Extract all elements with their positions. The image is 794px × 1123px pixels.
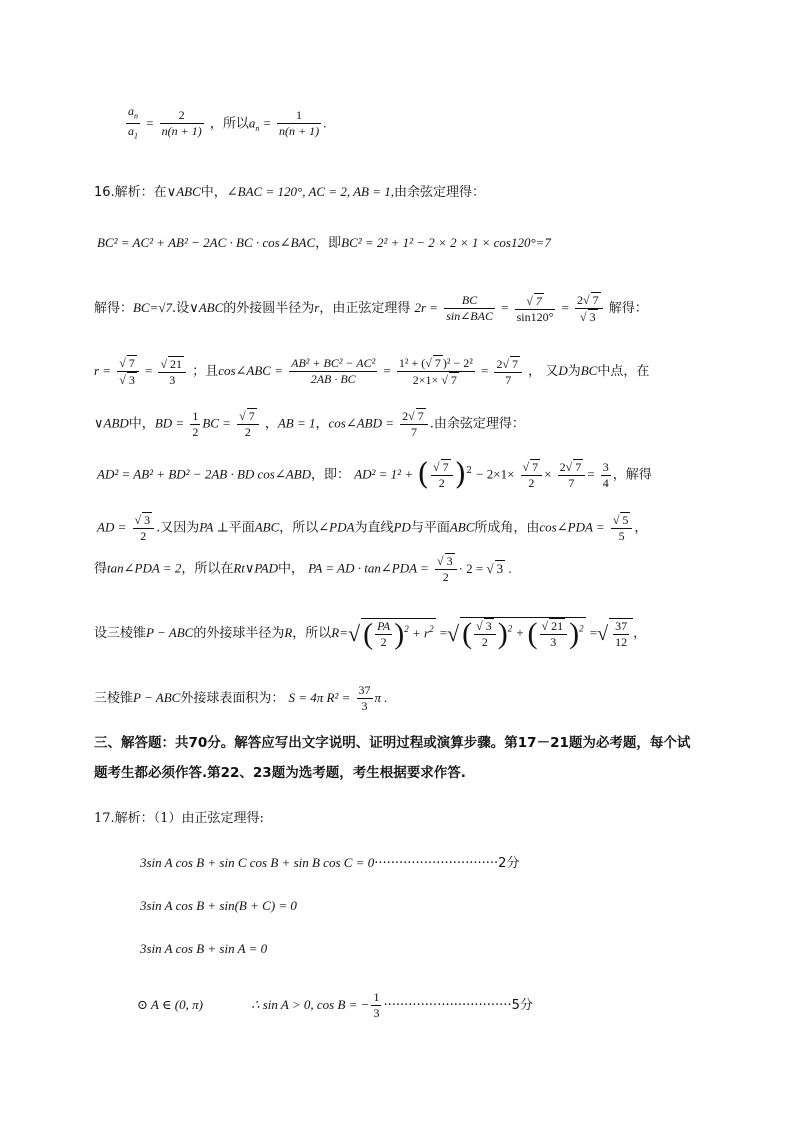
fraction: $\frac{1}{3}$ bbox=[373, 990, 380, 1020]
fraction: √ $\frac{5}{5}$ bbox=[611, 512, 633, 544]
fraction: √ $\frac{7}{2}$ bbox=[521, 459, 543, 491]
fraction: $\frac{2√ 7}{7}$ bbox=[400, 408, 428, 440]
section3-heading-line1: 三、解答题：共70分。解答应写出文字说明、证明过程或演算步骤。第17－21题为必考题，每个试 bbox=[94, 735, 691, 751]
fraction: $\frac{2√ 7}{7}$ bbox=[494, 356, 522, 388]
fraction: √ $\frac{7}{\sin 120^\circ}$ bbox=[515, 293, 556, 325]
fraction: $\frac{3}{4}$ bbox=[602, 459, 609, 490]
q17-eq3: 3sin A cos B + sin A = 0 bbox=[140, 941, 268, 956]
fraction: $\frac{2√ 7}{7}$ bbox=[558, 459, 586, 491]
fraction: $\frac{BC}{\text{sin∠BAC}}$ bbox=[446, 293, 493, 323]
fraction: $\frac{\text{1² + (√ 7 )² − 2²}}{2\times 1\times √ 7}$ bbox=[397, 355, 475, 388]
fraction: 2√ 7 √ 3 bbox=[575, 292, 603, 325]
fraction: $\frac{a_n}{a_1}$ bbox=[128, 104, 138, 141]
fraction: $\frac{\text{AB² + BC² − AC²}}{2AB \cdot BC}$ bbox=[291, 356, 376, 386]
q16-line6: AD² = AB² + BD² − 2AB · BD cos∠ABD，即： AD² = 1² + ( √ $\frac{7}{2}$ )$^2$ − 2×1× √ $\frac{7}{2}$ × $\frac{2√ 7}{7}$ = $\frac{3}{4}$ ，解得 bbox=[97, 459, 652, 491]
q16-line5: ∨ABD中，BD = $\frac{1}{2}$ BC = √ $\frac{7}{2}$ ，AB = 1，cos∠ABD = $\frac{2√ 7}{7}$ .由余弦定理得： bbox=[94, 408, 525, 440]
q16-line3: 解得：BC=√7.设∨ABC的外接圆半径为r，由正弦定理得 2r = $\frac{BC}{\text{sin∠BAC}}$ = √ $\frac{7}{\sin 120^\circ}$ = 2√ 7 √ 3 解得： bbox=[94, 292, 648, 325]
fraction: √ 7 √ 3 bbox=[117, 355, 139, 388]
q16-line7: AD = √ $\frac{3}{2}$ .又因为PA ⊥平面ABC，所以∠PDA为直线PD与平面ABC所成角，由cos∠PDA = √ $\frac{5}{5}$ ， bbox=[97, 512, 647, 544]
q16-line4: r = √ 7 √ 3 = √ $\frac{21}{3}$ ；且cos∠ABC = $\frac{\text{AB² + BC² − AC²}}{2AB \cdot BC}$ = $\frac{\text{1² + (√ 7 )² − 2²}}{2\times 1\times √ 7}$ = $\frac{2√ 7}{7}$ ， 又D为BC中点，在 bbox=[94, 355, 649, 388]
q16-line8: 得tan∠PDA = 2，所以在Rt∨PAD中， PA = AD · tan∠PDA = √ $\frac{3}{2}$ · 2 = √ 3 . bbox=[94, 553, 512, 585]
q16-line10: 三棱锥P − ABC外接球表面积为： S = 4π R² = $\frac{37}{3}$ π . bbox=[94, 683, 388, 713]
fraction: $\frac{2}{n(n + 1)}$ bbox=[161, 108, 202, 139]
fraction: $\frac{37}{3}$ bbox=[358, 683, 371, 713]
eq-15-result: $\frac{a_n}{a_1}$ = $\frac{2}{n(n + 1)}$ ，所以$a_n$ = $\frac{1}{n(n + 1)}$ . bbox=[124, 104, 326, 144]
fraction: $\frac{1}{n(n + 1)}$ bbox=[279, 108, 320, 139]
q17-eq4: ⊙ A ∈ (0, π) ∴ sin A > 0, cos B = − $\frac{1}{3}$ ·······························5分 bbox=[137, 990, 533, 1020]
q16-line9: 设三棱锥P − ABC的外接球半径为R，所以R=√ ( $\frac{PA}{2}$ )$^2 + r^2$ =√ ( √ $\frac{3}{2}$ )$^2$ + ( √ $\frac{21}{3}$ )$^2$ =√ $\frac{37}{12}$ ， bbox=[94, 617, 646, 650]
q17-eq2: 3sin A cos B + sin(B + C) = 0 bbox=[140, 898, 297, 913]
section3-heading-line2: 题考生都必须作答.第22、23题为选考题，考生根据要求作答. bbox=[94, 765, 466, 781]
q16-cos-law: BC² = AC² + AB² − 2AC · BC · cos∠BAC，即BC² = 2² + 1² − 2 × 2 × 1 × cos120°=7 bbox=[97, 235, 551, 251]
fraction: √ $\frac{3}{2}$ bbox=[133, 512, 155, 544]
q17-intro: 17.解析：（1）由正弦定理得: bbox=[94, 811, 264, 826]
fraction: $\frac{1}{2}$ bbox=[192, 408, 199, 439]
fraction: √ $\frac{7}{2}$ bbox=[431, 459, 453, 491]
q16-intro: 16.解析：在∨ABC中，∠BAC = 120°, AC = 2, AB = 1,由余弦定理得： bbox=[94, 184, 486, 200]
q17-eq1: 3sin A cos B + sin C cos B + sin B cos C = 0······························2分 bbox=[140, 855, 520, 871]
fraction: √ $\frac{21}{3}$ bbox=[158, 356, 186, 388]
fraction: √ $\frac{3}{2}$ bbox=[435, 553, 457, 585]
fraction: √ $\frac{7}{2}$ bbox=[237, 408, 259, 440]
